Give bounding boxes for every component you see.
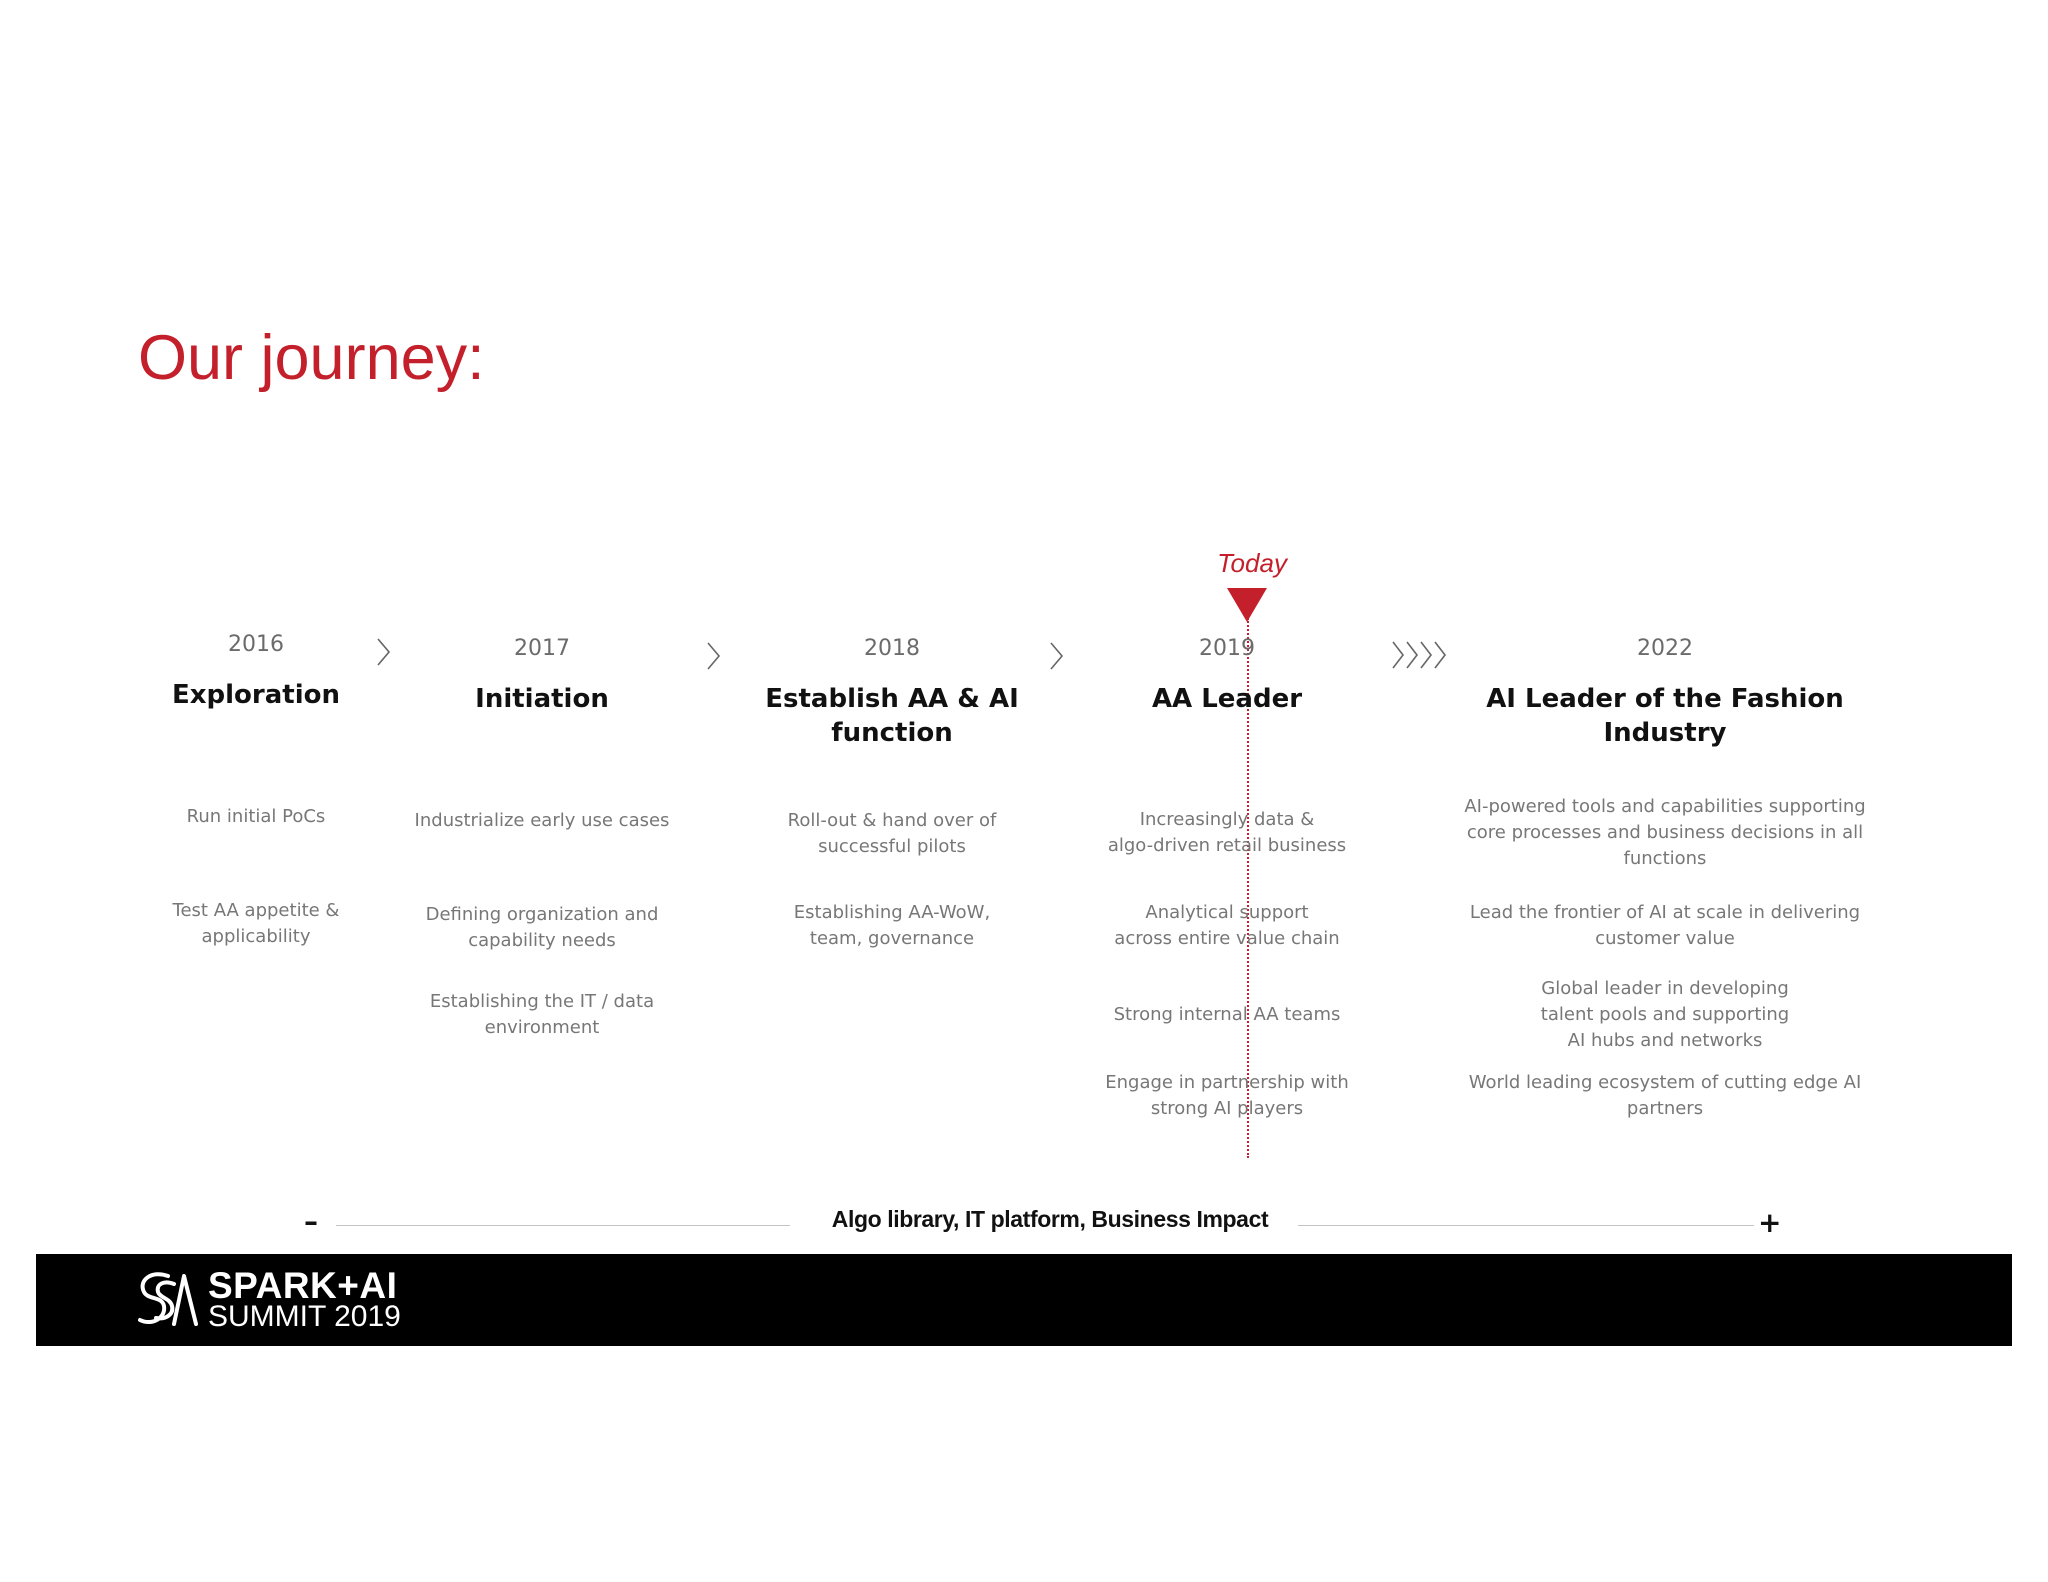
stage-item: Lead the frontier of AI at scale in delivering customer value <box>1469 902 1861 949</box>
stage-item: Analytical support across entire value chain <box>1114 902 1340 949</box>
stage-item: Run initial PoCs <box>186 806 326 827</box>
stage-item: Engage in partnership with strong AI players <box>1105 1072 1349 1119</box>
stage-item: Industrialize early use cases <box>414 810 670 831</box>
stage-item: Strong internal AA teams <box>1113 1004 1341 1025</box>
stage-item: Defining organization and capability needs <box>425 904 659 951</box>
stage-year: 2022 <box>1637 636 1693 661</box>
stage-year: 2018 <box>864 636 920 661</box>
stage-item: Establishing the IT / data environment <box>429 991 655 1038</box>
stage-heading: Establish AA & AI function <box>765 684 1019 748</box>
scale-plus: + <box>1758 1206 1782 1239</box>
spark-ai-logo-icon <box>134 1268 200 1330</box>
today-label: Today <box>1217 548 1287 578</box>
scale-line-right <box>1298 1225 1754 1226</box>
chevron-right-icon <box>1391 640 1449 670</box>
stage-item: World leading ecosystem of cutting edge AI partners <box>1468 1072 1862 1119</box>
stage-item: Establishing AA-WoW, team, governance <box>793 902 991 949</box>
chevron-right-icon <box>1049 641 1065 671</box>
stage-year: 2019 <box>1199 636 1255 661</box>
down-triangle-icon <box>1227 588 1267 622</box>
stage-heading: AI Leader of the Fashion Industry <box>1486 684 1844 748</box>
scale-line-left <box>336 1225 790 1226</box>
scale-label: Algo library, IT platform, Business Impact <box>831 1206 1269 1232</box>
stage-item: Increasingly data & algo-driven retail business <box>1107 809 1347 856</box>
stage-item: AI-powered tools and capabilities supporting core processes and business decisions in all functions <box>1464 796 1866 869</box>
chevron-right-icon <box>706 641 722 671</box>
stage-item: Global leader in developing talent pools and supporting AI hubs and networks <box>1540 978 1790 1051</box>
scale-minus: – <box>304 1205 318 1238</box>
footer-bar <box>36 1254 2012 1346</box>
page-title: Our journey: <box>138 323 485 393</box>
stage-item: Roll-out & hand over of successful pilots <box>787 810 997 857</box>
stage-year: 2016 <box>228 632 284 657</box>
stage-item: Test AA appetite & applicability <box>172 900 340 947</box>
stage-heading: AA Leader <box>1151 684 1303 714</box>
chevron-right-icon <box>376 637 392 667</box>
stage-heading: Initiation <box>475 684 609 714</box>
stage-year: 2017 <box>514 636 570 661</box>
stage-heading: Exploration <box>172 680 340 710</box>
brand-line2: SUMMIT 2019 <box>208 1300 401 1333</box>
brand-line1: SPARK+AI <box>208 1265 398 1306</box>
